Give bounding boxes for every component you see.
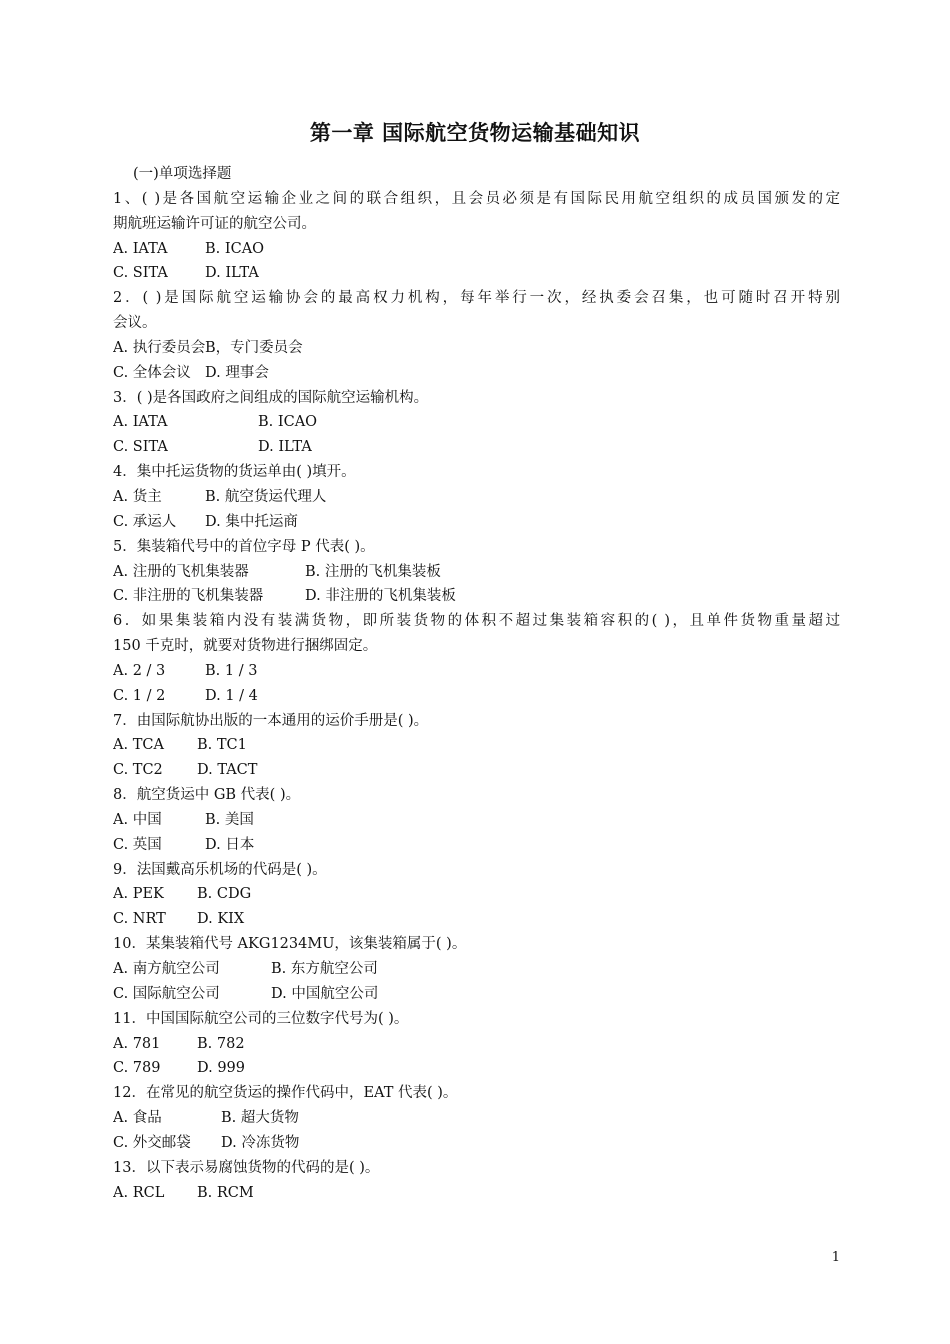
answer-option: A. IATA (113, 240, 168, 257)
options-row (113, 1106, 840, 1131)
question-item (113, 535, 840, 610)
section-heading: (一)单项选择题 (133, 166, 232, 182)
options-row (113, 808, 840, 833)
options-row (113, 1056, 840, 1081)
options-row (113, 435, 840, 460)
options-row (113, 361, 840, 386)
answer-option: B. TC1 (197, 737, 247, 754)
answer-option: A. PEK (113, 886, 164, 903)
options-row (113, 510, 840, 535)
answer-option: B. CDG (197, 886, 252, 903)
question-item (113, 783, 840, 858)
question-text: 9．法国戴高乐机场的代码是( )。 (113, 861, 327, 878)
question-text: 12．在常见的航空货运的操作代码中，EAT 代表( )。 (113, 1085, 458, 1102)
answer-option: C. 英国 (113, 836, 162, 853)
answer-option: D. 中国航空公司 (271, 985, 379, 1002)
answer-option: B. 1 / 3 (205, 662, 258, 679)
question-item (113, 609, 840, 708)
options-row (113, 584, 840, 609)
answer-option: A. 执行委员会 (113, 339, 206, 356)
answer-option: B. 航空货运代理人 (205, 488, 327, 505)
answer-option: D. 非注册的飞机集装板 (305, 588, 456, 605)
question-item (113, 1081, 840, 1156)
answer-option: A. 2 / 3 (113, 662, 166, 679)
answer-option: D. 999 (197, 1060, 246, 1077)
options-row (113, 758, 840, 783)
answer-option: B. 注册的飞机集装板 (305, 563, 441, 580)
question-text: 5．集装箱代号中的首位字母 P 代表( )。 (113, 538, 375, 555)
question-item (113, 1007, 840, 1082)
answer-option: C. SITA (113, 265, 168, 282)
answer-option: A. RCL (113, 1184, 165, 1201)
options-row (113, 336, 840, 361)
question-text: 3．( )是各国政府之间组成的国际航空运输机构。 (113, 389, 429, 406)
options-row (113, 957, 840, 982)
answer-option: C. NRT (113, 911, 166, 928)
question-item (113, 709, 840, 784)
answer-option: D. 冷冻货物 (221, 1134, 300, 1151)
options-row (113, 485, 840, 510)
answer-option: B. 782 (197, 1035, 245, 1052)
options-row (113, 1131, 840, 1156)
question-text: 期航班运输许可证的航空公司。 (113, 215, 316, 232)
answer-option: B. RCM (197, 1184, 254, 1201)
options-row (113, 684, 840, 709)
answer-option: C. 全体会议 (113, 364, 191, 381)
question-text: 10．某集装箱代号 AKG1234MU，该集装箱属于( )。 (113, 936, 467, 953)
page-number: 1 (831, 1250, 840, 1265)
question-text: 150 千克时，就要对货物进行捆绑固定。 (113, 638, 378, 655)
question-item (113, 286, 840, 385)
answer-option: B. 超大货物 (221, 1110, 299, 1127)
answer-option: C. SITA (113, 439, 168, 456)
answer-option: A. IATA (113, 414, 168, 431)
options-row (113, 410, 840, 435)
question-text: 1、( )是各国航空运输企业之间的联合组织，且会员必须是有国际民用航空组织的成员国颁发的定 (113, 190, 840, 207)
questions-container (113, 187, 840, 1206)
options-row (113, 1032, 840, 1057)
answer-option: A. TCA (113, 737, 164, 754)
answer-option: C. TC2 (113, 762, 163, 779)
question-text: 11．中国国际航空公司的三位数字代号为( )。 (113, 1010, 409, 1027)
answer-option: D. 理事会 (205, 364, 269, 381)
answer-option: A. 781 (113, 1035, 161, 1052)
options-row (113, 833, 840, 858)
question-text: 4．集中托运货物的货运单由( )填开。 (113, 464, 356, 481)
answer-option: A. 食品 (113, 1110, 162, 1127)
answer-option: D. ILTA (205, 265, 259, 282)
answer-option: D. ILTA (258, 439, 312, 456)
question-text: 会议。 (113, 315, 157, 332)
answer-option: C. 1 / 2 (113, 687, 166, 704)
answer-option: A. 注册的飞机集装器 (113, 563, 249, 580)
answer-option: B. 东方航空公司 (271, 961, 378, 977)
answer-option: C. 承运人 (113, 513, 177, 530)
answer-option: D. 日本 (205, 836, 255, 853)
question-text: 8．航空货运中 GB 代表( )。 (113, 787, 301, 804)
answer-option: B. 美国 (205, 811, 254, 828)
answer-option: A. 中国 (113, 811, 162, 828)
question-item (113, 1156, 840, 1206)
page-title: 第一章 国际航空货物运输基础知识 (309, 121, 641, 145)
question-text: 6．如果集装箱内没有装满货物，即所装货物的体积不超过集装箱容积的( )，且单件货物重量超过 (113, 613, 840, 630)
question-text: 7．由国际航协出版的一本通用的运价手册是( )。 (113, 712, 429, 729)
question-text: 13．以下表示易腐蚀货物的代码的是( )。 (113, 1159, 380, 1176)
question-list (113, 162, 840, 1205)
options-row (113, 261, 840, 286)
options-row (113, 907, 840, 932)
question-item (113, 386, 840, 461)
options-row (113, 982, 840, 1007)
answer-option: D. 集中托运商 (205, 513, 298, 530)
answer-option: D. KIX (197, 911, 245, 928)
question-text: 2．( )是国际航空运输协会的最高权力机构，每年举行一次，经执委会召集，也可随时召开特别 (113, 290, 840, 307)
options-row (113, 1181, 840, 1206)
options-row (113, 882, 840, 907)
question-item (113, 858, 840, 933)
answer-option: B. ICAO (258, 414, 318, 431)
options-row (113, 659, 840, 684)
answer-option: B，专门委员会 (205, 339, 303, 356)
question-item (113, 932, 840, 1007)
options-row (113, 733, 840, 758)
answer-option: C. 非注册的飞机集装器 (113, 588, 264, 605)
options-row (113, 237, 840, 262)
answer-option: B. ICAO (205, 240, 265, 257)
question-item (113, 187, 840, 286)
answer-option: D. 1 / 4 (205, 687, 258, 704)
answer-option: C. 外交邮袋 (113, 1134, 191, 1151)
answer-option: C. 789 (113, 1060, 161, 1077)
options-row (113, 560, 840, 585)
answer-option: A. 货主 (113, 488, 162, 505)
question-item (113, 460, 840, 535)
answer-option: C. 国际航空公司 (113, 985, 220, 1002)
answer-option: A. 南方航空公司 (113, 961, 220, 977)
answer-option: D. TACT (197, 762, 258, 779)
